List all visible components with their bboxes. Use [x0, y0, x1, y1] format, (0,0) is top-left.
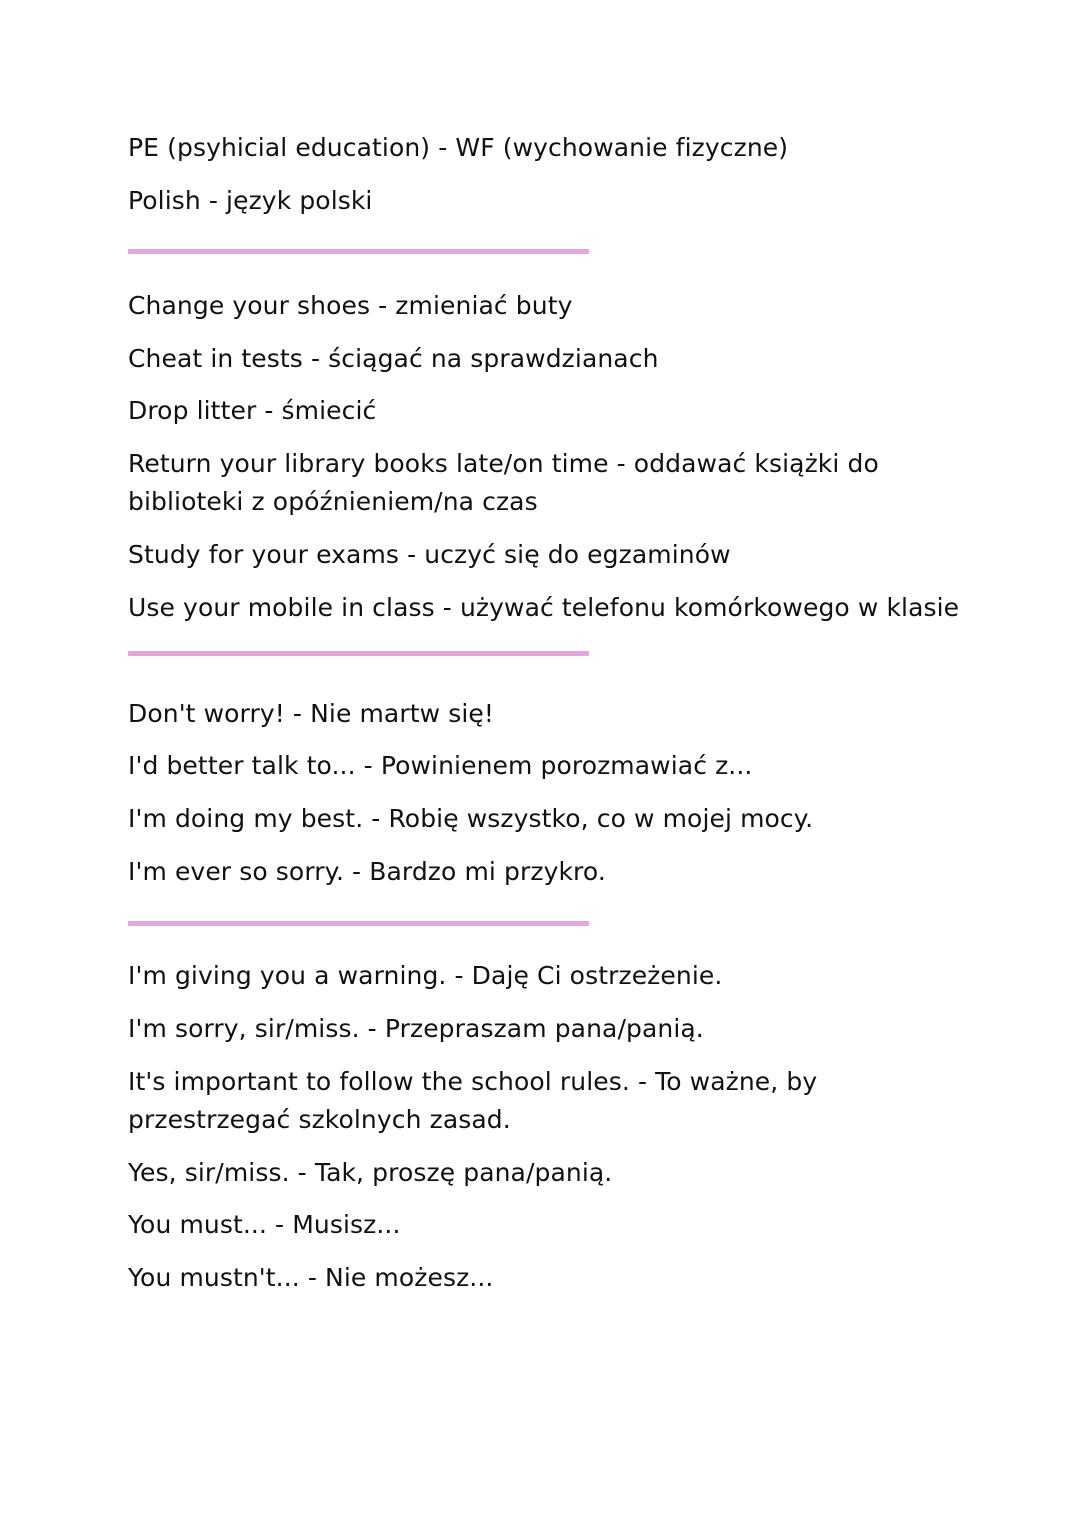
vocab-item: You must... - Musisz... [128, 1210, 401, 1239]
vocab-item: Don't worry! - Nie martw się! [128, 699, 494, 728]
vocab-item: Cheat in tests - ściągać na sprawdzianach [128, 344, 659, 373]
vocab-item: Study for your exams - uczyć się do egzaminów [128, 540, 731, 569]
vocab-item: Yes, sir/miss. - Tak, proszę pana/panią. [128, 1158, 613, 1187]
vocab-item: Polish - język polski [128, 186, 373, 215]
vocab-item: Return your library books late/on time - oddawać książki do biblioteki z opóźnieniem/na czas [128, 449, 879, 516]
vocab-item: It's important to follow the school rules. - To ważne, by przestrzegać szkolnych zasad. [128, 1067, 818, 1134]
vocab-item: I'm giving you a warning. - Daję Ci ostrzeżenie. [128, 961, 723, 990]
vocab-item: I'm doing my best. - Robię wszystko, co w mojej mocy. [128, 804, 814, 833]
vocab-item: I'm sorry, sir/miss. - Przepraszam pana/panią. [128, 1014, 704, 1043]
vocab-item: You mustn't... - Nie możesz... [128, 1263, 494, 1292]
vocab-item: Change your shoes - zmieniać buty [128, 291, 573, 320]
vocab-item: PE (psyhicial education) - WF (wychowanie fizyczne) [128, 133, 789, 162]
vocab-item: Use your mobile in class - używać telefonu komórkowego w klasie [128, 593, 960, 622]
vocab-item: I'm ever so sorry. - Bardzo mi przykro. [128, 857, 606, 886]
section-divider [128, 651, 589, 656]
vocab-item: Drop litter - śmiecić [128, 396, 377, 425]
section-divider [128, 921, 589, 926]
section-divider [128, 249, 589, 254]
vocab-item: I'd better talk to... - Powinienem porozmawiać z... [128, 751, 753, 780]
